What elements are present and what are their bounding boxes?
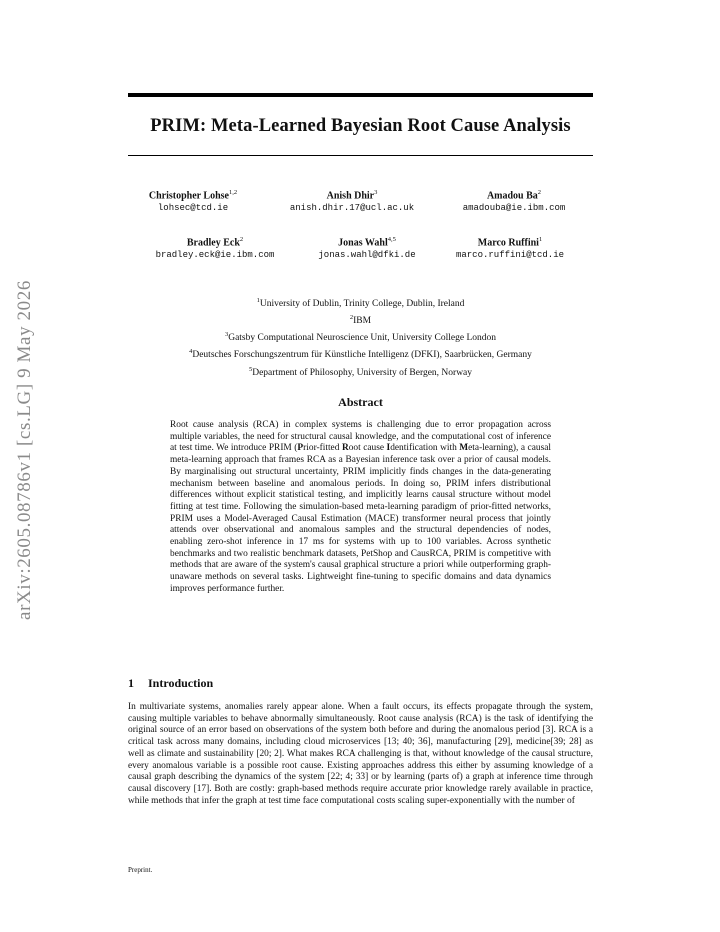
affiliation: $^2$IBM bbox=[349, 314, 372, 327]
arxiv-identifier: arXiv:2605.08786v1 [cs.LG] 9 May 2026 bbox=[14, 280, 35, 620]
author-name: Bradley Eck$^2$ bbox=[186, 236, 244, 249]
affiliations bbox=[128, 294, 593, 380]
affiliation: $^1$University of Dublin, Trinity College, Dublin, Ireland bbox=[256, 297, 465, 310]
author-block bbox=[419, 187, 609, 214]
author-email: jonas.wahl@dfki.de bbox=[318, 250, 416, 261]
affiliation: $^4$Deutsches Forschungszentrum für Künstliche Intelligenz (DFKI), Saarbrücken, Germany bbox=[189, 348, 532, 361]
author-email: bradley.eck@ie.ibm.com bbox=[155, 250, 275, 261]
author-name: Anish Dhir$^3$ bbox=[326, 189, 378, 202]
author-email: marco.ruffini@tcd.ie bbox=[455, 250, 565, 261]
abstract-text: Root cause analysis (RCA) in complex systems is challenging due to error propagation across multiple variables, the need for structural causal knowledge, and the computational cost of inference at test time. We introduce PRIM (Prior-fitted Root cause Identification with Meta-learning), a causal meta-learning approach that frames RCA as a Bayesian inference task over a prior of causal models. By marginalising out structural uncertainty, PRIM implicitly finds changes in the data-generating mechanism between baseline and anomalous periods. In doing so, PRIM infers distributional differences without explicit statistical testing, and implicitly learns causal structure without model fitting at test time. Following the simulation-based meta-learning paradigm of prior-fitted networks, PRIM uses a Model-Averaged Causal Estimation (MACE) transformer neural process that jointly attends over observational and anomalous samples and the structural dependencies of nodes, enabling zero-shot inference in 17 ms for systems with up to 100 variables. Across synthetic benchmarks and two realistic benchmark datasets, PetShop and CausRCA, PRIM is competitive with methods that are aware of the system's causal graphical structure a priori while outperforming graph-unaware methods on several tasks. Lightweight fine-tuning to specific domains and data dynamics improves performance further. bbox=[170, 420, 551, 594]
author-name: Amadou Ba$^2$ bbox=[486, 189, 542, 202]
author-name: Marco Ruffini$^1$ bbox=[477, 236, 543, 249]
author-name: Christopher Lohse$^{1,2}$ bbox=[148, 189, 238, 202]
title-top-rule bbox=[128, 93, 593, 97]
preprint-footer: Preprint. bbox=[128, 866, 153, 874]
author-email: anish.dhir.17@ucl.ac.uk bbox=[289, 203, 415, 214]
author-block bbox=[415, 234, 605, 261]
paper-title: PRIM: Meta-Learned Bayesian Root Cause Analysis bbox=[150, 116, 571, 136]
author-email: amadouba@ie.ibm.com bbox=[462, 203, 566, 214]
author-email: lohsec@tcd.ie bbox=[157, 203, 229, 214]
introduction-text: In multivariate systems, anomalies rarely appear alone. When a fault occurs, its effects propagate through the system, causing multiple variables to behave abnormally simultaneously. Root cause analysis (RCA) is the task of identifying the original source of an error based on observations of the system both before and during the anomalous period [3]. RCA is a critical task across many domains, including cloud microservices [13; 40; 36], manufacturing [29], medicine[39; 28] as well as climate and sustainability [20; 2]. What makes RCA challenging is that, without knowledge of the causal structure, every anomalous variable is a possible root cause. Existing approaches address this either by assuming knowledge of a causal graph describing the dynamics of the system [22; 4; 33] or by learning (parts of) a graph at inference time through causal discovery [17]. Both are costly: graph-based methods require accurate prior knowledge rarely available in practice, while methods that infer the graph at test time face computational costs scaling super-exponentially with the number of bbox=[128, 702, 593, 806]
title-bottom-rule bbox=[128, 155, 593, 156]
affiliation: $^5$Department of Philosophy, University of Bergen, Norway bbox=[248, 365, 473, 378]
affiliation: $^3$Gatsby Computational Neuroscience Unit, University College London bbox=[224, 331, 497, 344]
abstract-heading: Abstract bbox=[338, 395, 383, 409]
author-name: Jonas Wahl$^{4,5}$ bbox=[338, 236, 396, 249]
section-heading: 1 Introduction bbox=[128, 676, 214, 690]
